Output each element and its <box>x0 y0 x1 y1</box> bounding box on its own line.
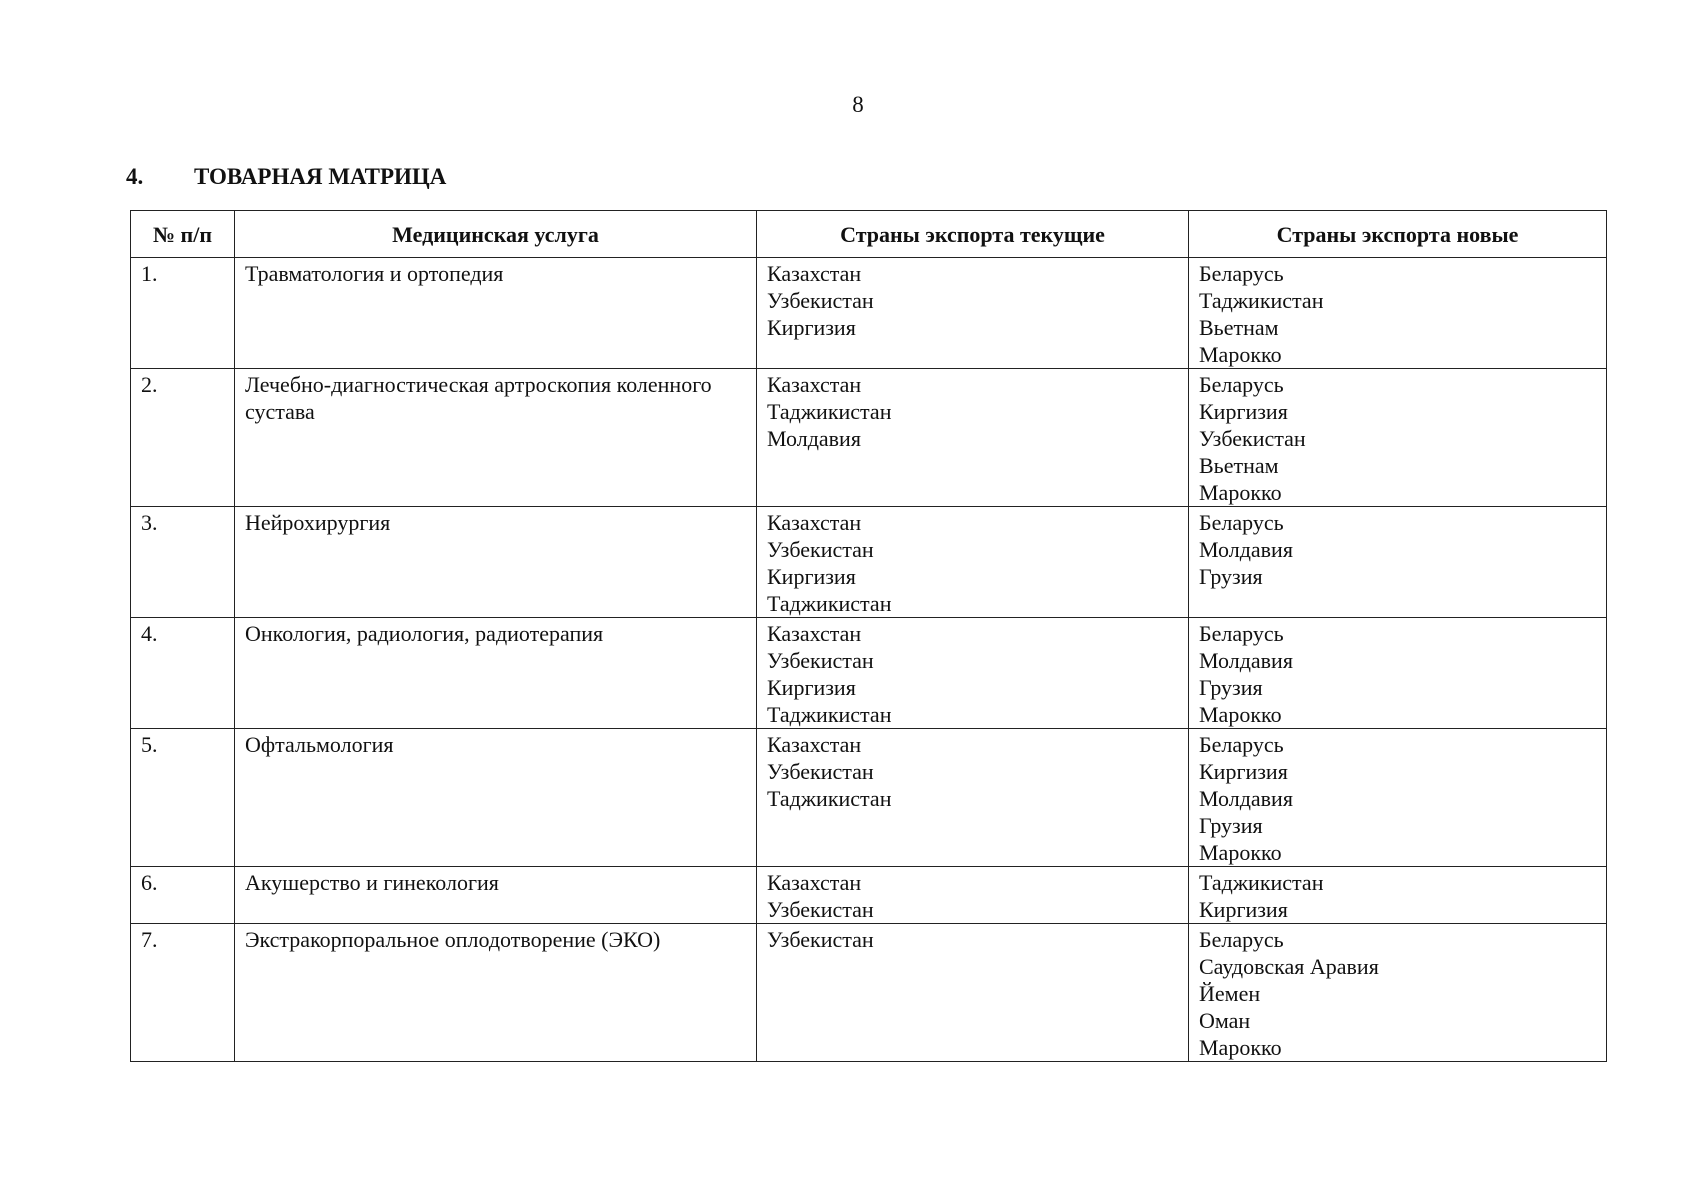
country-name: Беларусь <box>1199 372 1284 397</box>
row-index: 5. <box>131 729 235 867</box>
country-name: Киргизия <box>767 564 856 589</box>
country-name: Таджикистан <box>1199 288 1324 313</box>
country-name: Вьетнам <box>1199 315 1279 340</box>
country-name: Казахстан <box>767 372 862 397</box>
table-header-row <box>131 211 1607 258</box>
row-index: 4. <box>131 618 235 729</box>
country-name: Таджикистан <box>767 399 892 424</box>
country-name: Молдавия <box>1199 537 1293 562</box>
table-row <box>131 258 1607 369</box>
header-index: № п/п <box>131 211 235 258</box>
medical-service: Лечебно-диагностическая артроскопия коленного сустава <box>235 369 757 507</box>
page-number: 8 <box>852 92 864 117</box>
current-export-countries <box>757 924 1189 1062</box>
medical-service: Онкология, радиология, радиотерапия <box>235 618 757 729</box>
country-name: Казахстан <box>767 870 862 895</box>
current-export-countries <box>757 507 1189 618</box>
medical-service: Нейрохирургия <box>235 507 757 618</box>
new-export-countries <box>1189 258 1607 369</box>
section-heading <box>126 164 446 190</box>
country-name: Молдавия <box>767 426 861 451</box>
header-service: Медицинская услуга <box>235 211 757 258</box>
country-name: Киргизия <box>767 675 856 700</box>
header-current-countries: Страны экспорта текущие <box>757 211 1189 258</box>
country-name: Узбекистан <box>767 648 874 673</box>
country-name: Молдавия <box>1199 786 1293 811</box>
country-name: Таджикистан <box>767 702 892 727</box>
country-name: Молдавия <box>1199 648 1293 673</box>
country-name: Таджикистан <box>767 786 892 811</box>
country-name: Киргизия <box>1199 897 1288 922</box>
current-export-countries <box>757 867 1189 924</box>
new-export-countries <box>1189 507 1607 618</box>
row-index: 7. <box>131 924 235 1062</box>
current-export-countries <box>757 729 1189 867</box>
product-matrix-table <box>130 210 1607 1062</box>
country-name: Вьетнам <box>1199 453 1279 478</box>
country-name: Беларусь <box>1199 510 1284 535</box>
medical-service: Офтальмология <box>235 729 757 867</box>
country-name: Марокко <box>1199 1035 1282 1060</box>
country-name: Узбекистан <box>767 927 874 952</box>
country-name: Беларусь <box>1199 927 1284 952</box>
country-name: Саудовская Аравия <box>1199 954 1379 979</box>
current-export-countries <box>757 618 1189 729</box>
country-name: Беларусь <box>1199 732 1284 757</box>
country-name: Киргизия <box>1199 759 1288 784</box>
country-name: Оман <box>1199 1008 1251 1033</box>
current-export-countries <box>757 369 1189 507</box>
medical-service: Акушерство и гинекология <box>235 867 757 924</box>
country-name: Казахстан <box>767 261 862 286</box>
country-name: Беларусь <box>1199 261 1284 286</box>
section-title: ТОВАРНАЯ МАТРИЦА <box>194 164 447 189</box>
country-name: Марокко <box>1199 480 1282 505</box>
country-name: Марокко <box>1199 342 1282 367</box>
country-name: Узбекистан <box>767 897 874 922</box>
country-name: Узбекистан <box>767 537 874 562</box>
row-index: 6. <box>131 867 235 924</box>
country-name: Киргизия <box>767 315 856 340</box>
country-name: Узбекистан <box>767 759 874 784</box>
country-name: Казахстан <box>767 510 862 535</box>
table-row <box>131 867 1607 924</box>
country-name: Узбекистан <box>1199 426 1306 451</box>
section-number: 4. <box>126 164 144 189</box>
country-name: Таджикистан <box>767 591 892 616</box>
country-name: Грузия <box>1199 675 1263 700</box>
new-export-countries <box>1189 618 1607 729</box>
table-row <box>131 924 1607 1062</box>
table-row <box>131 507 1607 618</box>
country-name: Казахстан <box>767 621 862 646</box>
new-export-countries <box>1189 924 1607 1062</box>
country-name: Йемен <box>1199 981 1261 1006</box>
current-export-countries <box>757 258 1189 369</box>
row-index: 1. <box>131 258 235 369</box>
table-row <box>131 729 1607 867</box>
country-name: Марокко <box>1199 840 1282 865</box>
table-body <box>131 258 1607 1062</box>
medical-service: Экстракорпоральное оплодотворение (ЭКО) <box>235 924 757 1062</box>
row-index: 3. <box>131 507 235 618</box>
country-name: Казахстан <box>767 732 862 757</box>
new-export-countries <box>1189 729 1607 867</box>
country-name: Марокко <box>1199 702 1282 727</box>
country-name: Грузия <box>1199 813 1263 838</box>
country-name: Узбекистан <box>767 288 874 313</box>
country-name: Грузия <box>1199 564 1263 589</box>
table-row <box>131 618 1607 729</box>
country-name: Беларусь <box>1199 621 1284 646</box>
country-name: Киргизия <box>1199 399 1288 424</box>
country-name: Таджикистан <box>1199 870 1324 895</box>
header-new-countries: Страны экспорта новые <box>1189 211 1607 258</box>
table-row <box>131 369 1607 507</box>
new-export-countries <box>1189 867 1607 924</box>
new-export-countries <box>1189 369 1607 507</box>
row-index: 2. <box>131 369 235 507</box>
medical-service: Травматология и ортопедия <box>235 258 757 369</box>
